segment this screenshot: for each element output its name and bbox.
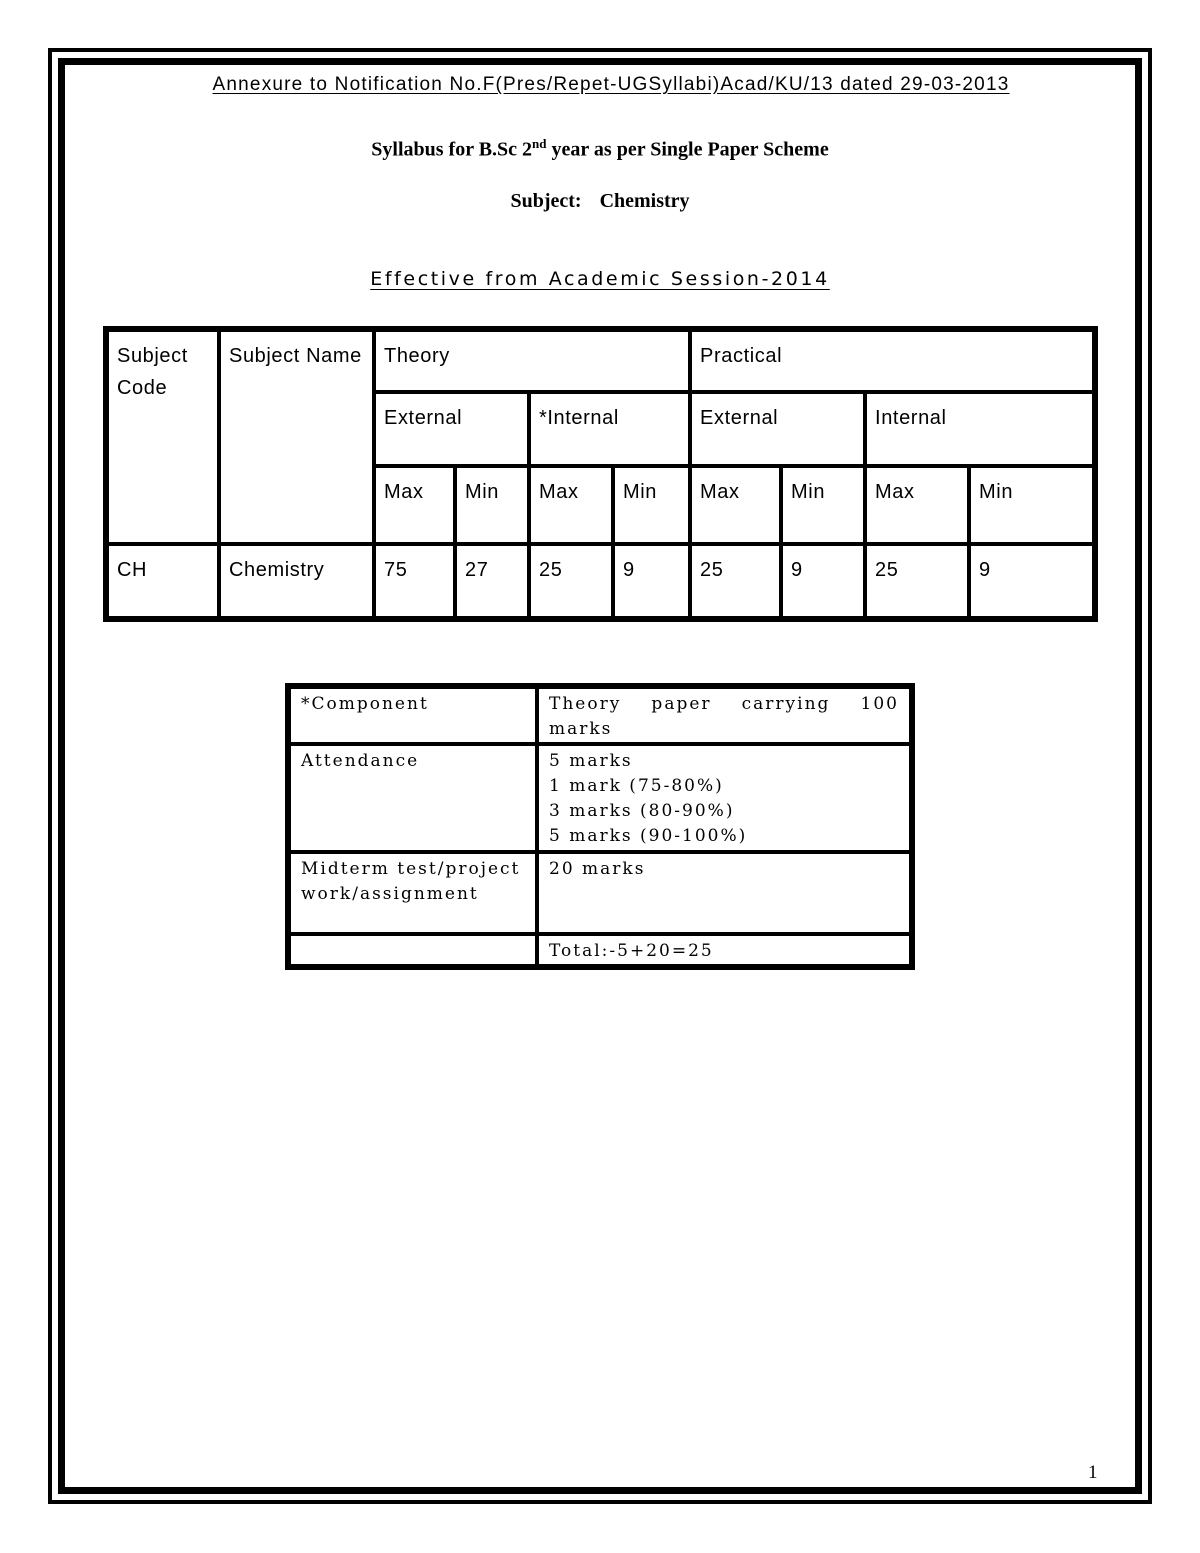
header-theory-internal: *Internal <box>529 392 690 466</box>
cell-practical-ext-min: 9 <box>781 544 865 618</box>
attendance-line: 5 marks <box>549 751 633 771</box>
cell-theory-ext-max: 75 <box>374 544 455 618</box>
component-table <box>285 683 915 970</box>
header-min: Min <box>613 466 690 544</box>
table-row <box>107 330 1094 392</box>
subject-line <box>0 190 1200 213</box>
effective-session: Effective from Academic Session-2014 <box>370 268 830 290</box>
header-subject-name: Subject Name <box>219 330 374 544</box>
cell-theory-ext-min: 27 <box>455 544 529 618</box>
table-row <box>107 544 1094 618</box>
syllabus-title-post: year as per Single Paper Scheme <box>546 138 829 161</box>
cell-theory-int-min: 9 <box>613 544 690 618</box>
syllabus-title-pre: Syllabus for B.Sc 2 <box>371 138 533 161</box>
header-practical-external: External <box>690 392 865 466</box>
header-max: Max <box>865 466 969 544</box>
component-value: Theory paper carrying 100 marks <box>537 687 911 744</box>
attendance-line: 5 marks (90-100%) <box>549 826 748 846</box>
total-label <box>289 934 537 966</box>
header-practical: Practical <box>690 330 1094 392</box>
cell-subject-code: CH <box>107 544 219 618</box>
attendance-line: 1 mark (75-80%) <box>549 776 724 796</box>
midterm-label: Midterm test/project work/assignment <box>289 852 537 934</box>
header-practical-internal: Internal <box>865 392 1094 466</box>
scheme-table <box>103 326 1098 622</box>
subject-label: Subject: <box>510 190 582 212</box>
attendance-line: 3 marks (80-90%) <box>549 801 735 821</box>
header-max: Max <box>374 466 455 544</box>
attendance-label: Attendance <box>289 744 537 852</box>
cell-practical-int-min: 9 <box>969 544 1094 618</box>
cell-theory-int-max: 25 <box>529 544 613 618</box>
annexure-notification: Annexure to Notification No.F(Pres/Repet-UGSyllabi)Acad/KU/13 dated 29-03-2013 <box>212 74 1010 95</box>
attendance-values <box>537 744 911 852</box>
header-theory-external: External <box>374 392 529 466</box>
total-value: Total:-5+20=25 <box>537 934 911 966</box>
header-max: Max <box>690 466 781 544</box>
syllabus-title <box>0 136 1200 162</box>
midterm-value: 20 marks <box>537 852 911 934</box>
header-min: Min <box>969 466 1094 544</box>
component-label: *Component <box>289 687 537 744</box>
table-row <box>289 687 911 744</box>
cell-practical-int-max: 25 <box>865 544 969 618</box>
table-row <box>289 744 911 852</box>
header-max: Max <box>529 466 613 544</box>
cell-practical-ext-max: 25 <box>690 544 781 618</box>
table-row <box>289 852 911 934</box>
cell-subject-name: Chemistry <box>219 544 374 618</box>
table-row <box>289 934 911 966</box>
header-min: Min <box>781 466 865 544</box>
subject-value: Chemistry <box>599 190 690 212</box>
header-theory: Theory <box>374 330 690 392</box>
syllabus-title-sup: nd <box>532 136 547 151</box>
header-min: Min <box>455 466 529 544</box>
header-subject-code: Subject Code <box>107 330 219 544</box>
page-number: 1 <box>1088 1462 1098 1483</box>
